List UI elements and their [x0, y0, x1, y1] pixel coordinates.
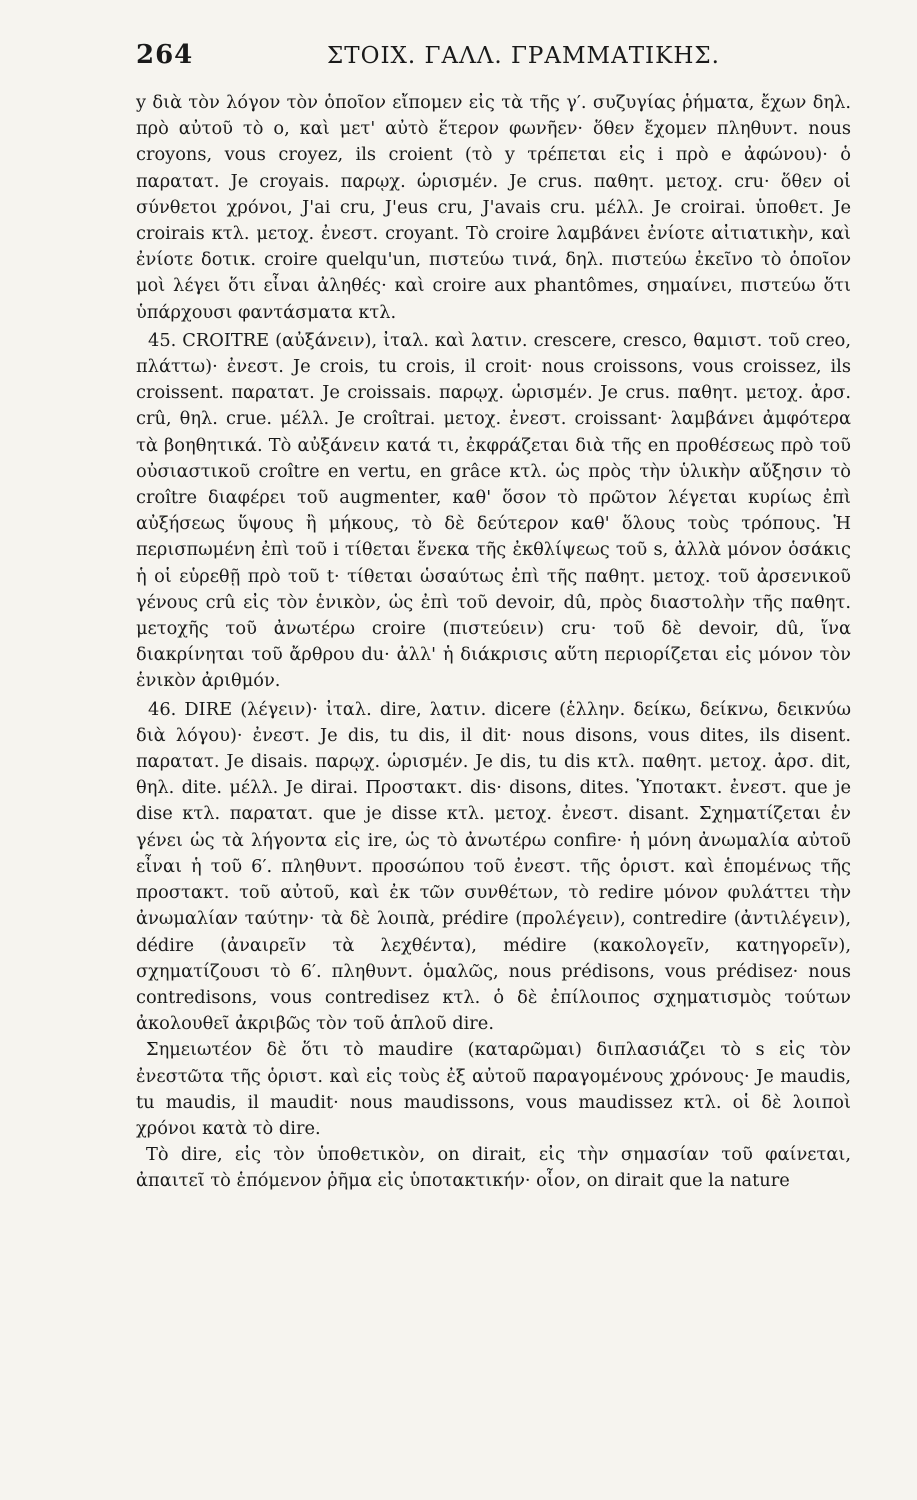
paragraph-maudire-note: Σημειωτέον δὲ ὅτι τὸ maudire (καταρῶμαι) διπλασιάζει τὸ s εἰς τὸν ἐνεστῶτα τῆς ὁριστ. καὶ εἰς τοὺς ἐξ αὐτοῦ παραγομένους χρόνους· Je maudis, tu maudis, il maudit· nous maudissons, vous maudissez κτλ. οἱ δὲ λοιποὶ χρόνοι κατὰ τὸ dire.	[136, 1039, 851, 1139]
page-number: 264	[136, 40, 194, 70]
body-text	[136, 90, 851, 1195]
entry-dire: 46. DIRE (λέγειν)· ἰταλ. dire, λατιν. dicere (ἑλλην. δείκω, δείκνω, δεικνύω διὰ λόγου)· ἐνεστ. Je dis, tu dis, il dit· nous disons, vous dites, ils disent. παρατατ. Je disais. παρῳχ. ὡρισμέν. Je dis, tu dis κτλ. παθητ. μετοχ. ἀρσ. dit, θηλ. dite. μέλλ. Je dirai. Προστακτ. dis· disons, dites. Ὑποτακτ. ἐνεστ. que je dise κτλ. παρατατ. que je disse κτλ. μετοχ. ἐνεστ. disant. Σχηματίζεται ἐν γένει ὡς τὰ λήγοντα εἰς ire, ὡς τὸ ἀνωτέρω confire· ἡ μόνη ἀνωμαλία αὐτοῦ εἶναι ἡ τοῦ 6′. πληθυντ. προσώπου τοῦ ἐνεστ. τῆς ὁριστ. καὶ ἑπομένως τῆς προστακτ. τοῦ αὐτοῦ, καὶ ἐκ τῶν συνθέτων, τὸ redire μόνον φυλάττει τὴν ἀνωμαλίαν ταύτην· τὰ δὲ λοιπὰ, prédire (προλέγειν), contredire (ἀντιλέγειν), dédire (ἀναιρεῖν τὰ λεχθέντα), médire (κακολογεῖν, κατηγορεῖν), σχηματίζουσι τὸ 6′. πληθυντ. ὁμαλῶς, nous prédisons, vous prédisez· nous contredisons, vous contredisez κτλ. ὁ δὲ ἐπίλοιπος σχηματισμὸς τούτων ἀκολουθεῖ ἀκριβῶς τὸν τοῦ ἁπλοῦ dire.	[136, 698, 851, 1035]
paragraph-croire-continuation: y διὰ τὸν λόγον τὸν ὁποῖον εἴπομεν εἰς τὰ τῆς γ′. συζυγίας ῥήματα, ἔχων δηλ. πρὸ αὐτοῦ τὸ o, καὶ μετ' αὐτὸ ἕτερον φωνῆεν· ὅθεν ἔχομεν πληθυντ. nous croyons, vous croyez, ils croient (τὸ y τρέπεται εἰς i πρὸ e ἀφώνου)· ὁ παρατατ. Je croyais. παρῳχ. ὡρισμέν. Je crus. παθητ. μετοχ. cru· ὅθεν οἱ σύνθετοι χρόνοι, J'ai cru, J'eus cru, J'avais cru. μέλλ. Je croirai. ὑποθετ. Je croirais κτλ. μετοχ. ἐνεστ. croyant. Τὸ croire λαμβάνει ἐνίοτε αἰτιατικὴν, καὶ ἐνίοτε δοτικ. croire quelqu'un, πιστεύω τινά, δηλ. πιστεύω ἐκεῖνο τὸ ὁποῖον μοὶ λέγει ὅτι εἶναι ἀληθές· καὶ croire aux phantômes, σημαίνει, πιστεύω ὅτι ὑπάρχουσι φαντάσματα κτλ.	[136, 92, 851, 323]
paragraph-on-dirait: Τὸ dire, εἰς τὸν ὑποθετικὸν, on dirait, εἰς τὴν σημασίαν τοῦ φαίνεται, ἀπαιτεῖ τὸ ἑπόμενον ῥῆμα εἰς ὑποτακτικήν· οἷον, on dirait que la nature	[136, 1144, 851, 1192]
entry-croitre: 45. CROITRE (αὐξάνειν), ἰταλ. καὶ λατιν. crescere, cresco, θαμιστ. τοῦ creo, πλάττω)· ἐνεστ. Je crois, tu crois, il croit· nous croissons, vous croissez, ils croissent. παρατατ. Je croissais. παρῳχ. ὡρισμέν. Je crus. παθητ. μετοχ. ἀρσ. crû, θηλ. crue. μέλλ. Je croîtrai. μετοχ. ἐνεστ. croissant· λαμβάνει ἀμφότερα τὰ βοηθητικά. Τὸ αὐξάνειν κατά τι, ἐκφράζεται διὰ τῆς en προθέσεως πρὸ τοῦ οὐσιαστικοῦ croître en vertu, en grâce κτλ. ὡς πρὸς τὴν ὑλικὴν αὔξησιν τὸ croître διαφέρει τοῦ augmenter, καθ' ὅσον τὸ πρῶτον λέγεται κυρίως ἐπὶ αὐξήσεως ὕψους ἢ μήκους, τὸ δὲ δεύτερον καθ' ὅλους τοὺς τρόπους. Ἡ περισπωμένη ἐπὶ τοῦ i τίθεται ἕνεκα τῆς ἐκθλίψεως τοῦ s, ἀλλὰ μόνον ὁσάκις ἡ οἱ εὑρεθῇ πρὸ τοῦ t· τίθεται ὡσαύτως ἐπὶ τῆς παθητ. μετοχ. τοῦ ἀρσενικοῦ γένους crû εἰς τὸν ἑνικὸν, ὡς ἐπὶ τοῦ devoir, dû, πρὸς διαστολὴν τῆς παθητ. μετοχῆς τοῦ ἀνωτέρω croire (πιστεύειν) cru· τοῦ δὲ devoir, dû, ἵνα διακρίνηται τοῦ ἄρθρου du· ἀλλ' ἡ διάκρισις αὕτη περιορίζεται εἰς μόνον τὸν ἑνικὸν ἀριθμόν.	[136, 329, 851, 692]
running-title: ΣΤΟΙΧ. ΓΑΛΛ. ΓΡΑΜΜΑΤΙΚΗΣ.	[327, 43, 720, 69]
page-header	[136, 40, 851, 90]
